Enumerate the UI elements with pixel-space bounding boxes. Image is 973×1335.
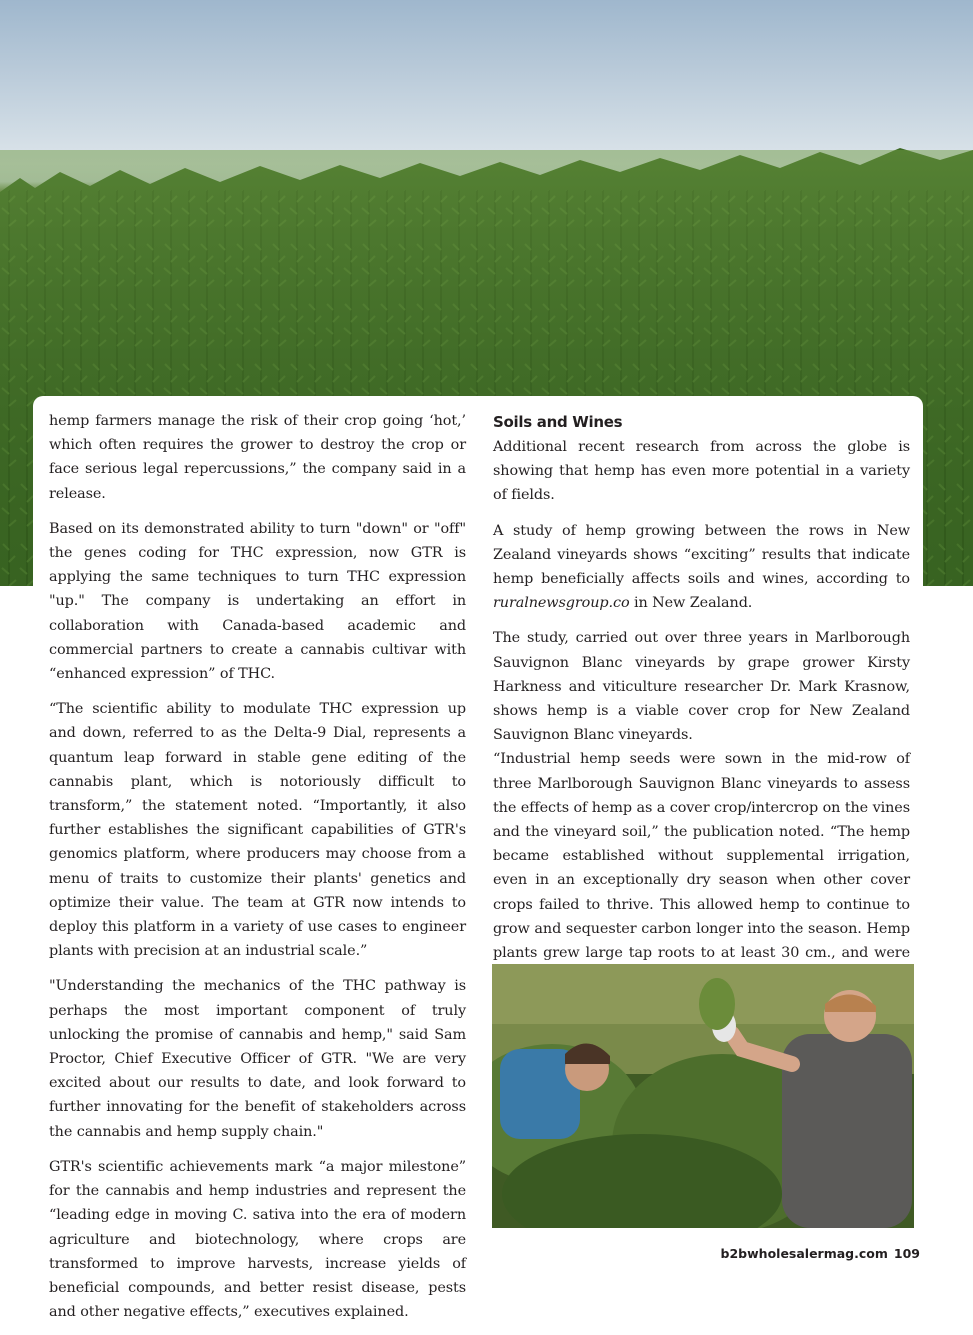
photo-illustration (492, 964, 914, 1228)
left-paragraph-1: hemp farmers manage the risk of their crop going ‘hot,’ which often requires the grower to destroy the crop or face serious legal repercussions,” the company said in a release. (49, 413, 466, 502)
right-paragraph-2-end: in New Zealand. (629, 595, 753, 612)
page-footer (721, 1246, 920, 1261)
footer-site: b2bwholesalermag.com (720, 1246, 888, 1261)
hemp-inspection-photo (492, 964, 914, 1228)
page-number: 109 (893, 1246, 920, 1261)
right-paragraph-2-text: A study of hemp growing between the rows in New Zealand vineyards shows “exciting” results that indicate hemp beneficially affects soils and wines, according to (493, 522, 910, 588)
right-paragraph-2 (493, 519, 910, 616)
source-link-text: ruralnewsgroup.co (493, 595, 630, 612)
section-heading: Soils and Wines (493, 413, 623, 431)
right-paragraph-1: Additional recent research from across the globe is showing that hemp has even more potential in a variety of fields. (493, 439, 910, 504)
left-paragraph-5: GTR's scientific achievements mark “a major milestone” for the cannabis and hemp industries and represent the “leading edge in moving C. sativa into the era of modern agriculture and biotechnology, where crops are transformed to improve harvests, increase yields of beneficial compounds, and better resist disease, pests and other negative effects,” executives explained. (49, 1158, 466, 1321)
left-paragraph-2: Based on its demonstrated ability to turn "down" or "off" the genes coding for THC expression, now GTR is applying the same techniques to turn THC expression "up." The company is undertaking an effort in collaboration with Canada-based academic and commercial partners to create a cannabis cultivar with “enhanced expression” of THC. (49, 520, 466, 683)
right-column (493, 409, 910, 1049)
left-column (49, 409, 466, 1335)
left-paragraph-3: “The scientific ability to modulate THC expression up and down, referred to as the Delta-9 Dial, represents a quantum leap forward in stable gene editing of the cannabis plant, which is notoriously difficult to transform,” the statement noted. “Importantly, it also further establishes the significant capabilities of GTR's genomics platform, where producers may choose from a menu of traits to customize their plants' genetics and optimize their value. The team at GTR now intends to deploy this platform in a variety of use cases to engineer plants with precision at an industrial scale.” (49, 701, 466, 960)
right-paragraph-3: The study, carried out over three years in Marlborough Sauvignon Blanc vineyards by grape grower Kirsty Harkness and viticulture researcher Dr. Mark Krasnow, shows hemp is a viable cover crop for New Zealand Sauvignon Blanc vineyards. (493, 630, 910, 744)
left-paragraph-4: "Understanding the mechanics of the THC pathway is perhaps the most important component of truly unlocking the promise of cannabis and hemp," said Sam Proctor, Chief Executive Officer of GTR. "We are very excited about our results to date, and look forward to further innovating for the benefit of stakeholders across the cannabis and hemp supply chain." (49, 978, 466, 1140)
right-paragraph-4: “Industrial hemp seeds were sown in the mid-row of three Marlborough Sauvignon Blanc vineyards to assess the effects of hemp as a cover crop/intercrop on the vines and the vineyard soil,” the publication noted. “The hemp became established without supplemental irrigation, even in an exceptionally dry season when other cover crops failed to thrive. This allowed hemp to continue to grow and sequester carbon longer into the season. Hemp plants grew large tap roots to at least 30 cm., and were (493, 751, 910, 962)
